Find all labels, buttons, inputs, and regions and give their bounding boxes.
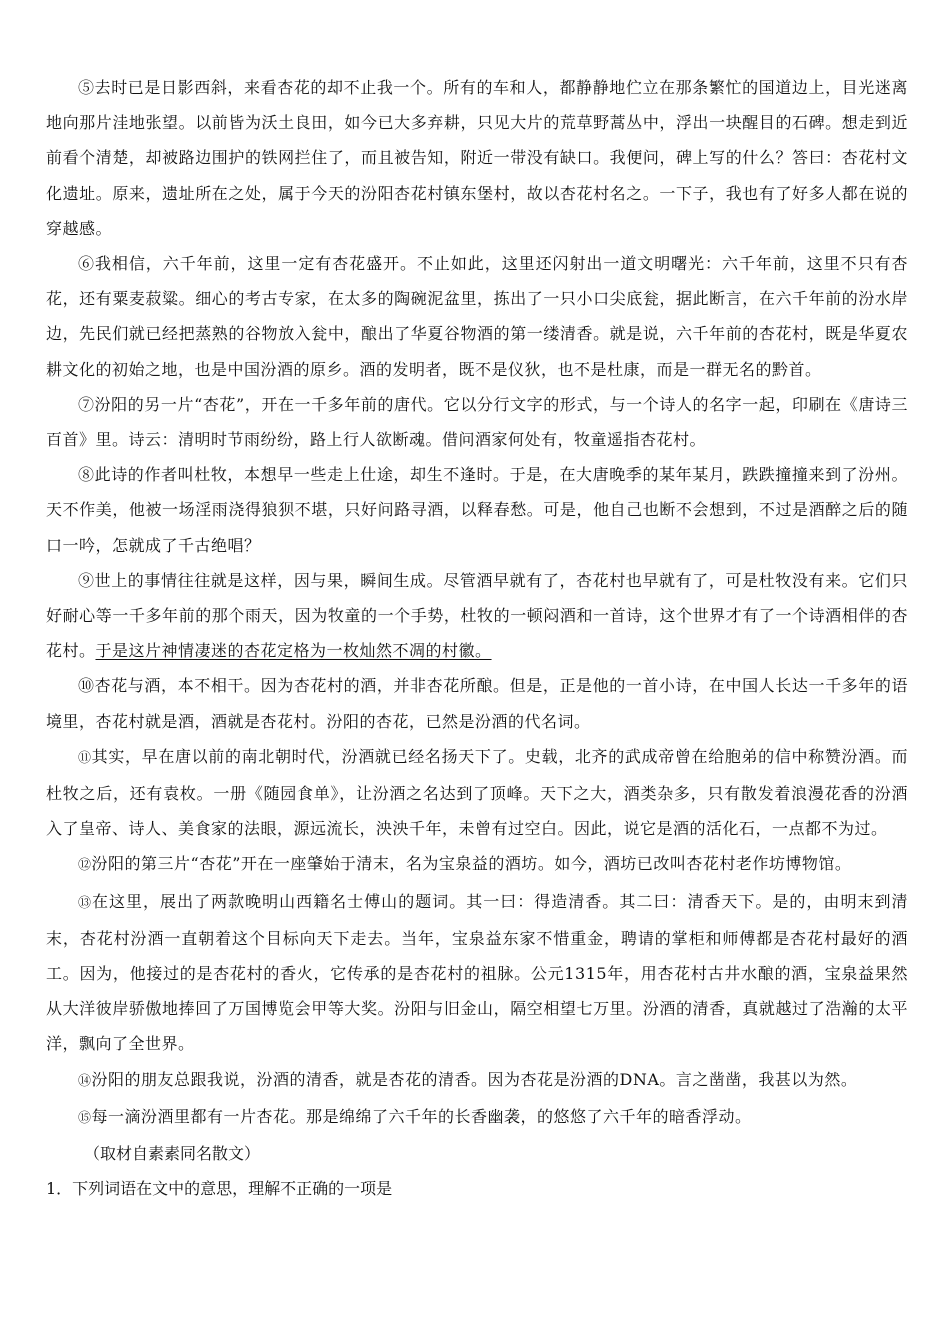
paragraph-number: ⑤ <box>78 78 95 97</box>
paragraph-text: 杏花与酒，本不相干。因为杏花村的酒，并非杏花所酿。但是，正是他的一首小诗，在中国人长达一千多年的语境里，杏花村就是酒，酒就是杏花村。汾阳的杏花，已然是汾酒的代名词。 <box>46 676 908 731</box>
paragraph-12 <box>46 846 908 883</box>
paragraph-number: ⑫ <box>78 858 92 874</box>
paragraph-text: 此诗的作者叫杜牧，本想早一些走上仕途，却生不逢时。于是，在大唐晚季的某年某月，跌跌撞撞来到了汾州。天不作美，他被一场淫雨浇得狼狈不堪，只好问路寻酒，以释春愁。可是，他自己也断不会想到，不过是酒醉之后的随口一吟，怎就成了千古绝唱？ <box>46 465 908 555</box>
paragraph-number: ⑬ <box>78 895 93 911</box>
paragraph-text: 每一滴汾酒里都有一片杏花。那是绵绵了六千年的长香幽袭，的悠悠了六千年的暗香浮动。 <box>91 1106 752 1126</box>
paragraph-text: 其实，早在唐以前的南北朝时代，汾酒就已经名扬天下了。史载，北齐的武成帝曾在给胞弟的信中称赞汾酒。而杜牧之后，还有袁枚。一册《随园食单》，让汾酒之名达到了顶峰。天下之大，酒类杂多，只有散发着浪漫花香的汾酒入了皇帝、诗人、美食家的法眼，源远流长，泱泱千年，未曾有过空白。因此，说它是酒的活化石，一点都不为过。 <box>46 746 908 839</box>
source-attribution: （取材自素素同名散文） <box>84 1144 261 1164</box>
paragraph-11 <box>46 739 908 847</box>
paragraph-text: 世上的事情往往就是这样，因与果，瞬间生成。尽管酒早就有了，杏花村也早就有了，可是杜牧没有来。它们只好耐心等一千多年前的那个雨天，因为牧童的一个手势，杜牧的一顿闷酒和一首诗，这个世界才有了一个诗酒相伴的杏花村。 <box>46 570 908 661</box>
paragraph-number: ⑪ <box>78 750 92 766</box>
paragraph-text: 我相信，六千年前，这里一定有杏花盛开。不止如此，这里还闪射出一道文明曙光：六千年前，这里不只有杏花，还有粟麦菽粱。细心的考古专家，在太多的陶碗泥盆里，拣出了一只小口尖底瓮，据此断言，在六千年前的汾水岸边，先民们就已经把蒸熟的谷物放入瓮中，酿出了华夏谷物酒的第一缕清香。就是说，六千年前的杏花村，既是华夏农耕文化的初始之地，也是中国汾酒的原乡。酒的发明者，既不是仪狄，也不是杜康，而是一群无名的黔首。 <box>46 254 908 379</box>
question-1: 1．下列词语在文中的意思，理解不正确的一项是 <box>46 1179 393 1199</box>
paragraph-text: 汾阳的第三片“杏花”开在一座肇始于清末，名为宝泉益的酒坊。如今，酒坊已改叫杏花村老作坊博物馆。 <box>91 854 852 874</box>
paragraph-number: ⑦ <box>78 394 95 414</box>
paragraph-7 <box>46 387 908 457</box>
paragraph-number: ⑩ <box>78 676 95 696</box>
article-body <box>46 70 908 1207</box>
paragraph-number: ⑮ <box>78 1110 92 1126</box>
paragraph-text: 去时已是日影西斜，来看杏花的却不止我一个。所有的车和人，都静静地伫立在那条繁忙的国道边上，目光迷离地向那片洼地张望。以前皆为沃土良田，如今已大多弃耕，只见大片的荒草野蒿丛中，浮出一块醒目的石碑。想走到近前看个清楚，却被路边围护的铁网拦住了，而且被告知，附近一带没有缺口。我便问，碑上写的什么？答曰：杏花村文化遗址。原来，遗址所在之处，属于今天的汾阳杏花村镇东堡村，故以杏花村名之。一下子，我也有了好多人都在说的穿越感。 <box>46 78 908 238</box>
paragraph-10 <box>46 668 908 738</box>
paragraph-number: ⑧ <box>78 465 95 485</box>
paragraph-text: 汾阳的朋友总跟我说，汾酒的清香，就是杏花的清香。因为杏花是汾酒的DNA。言之凿凿，我甚以为然。 <box>91 1069 858 1089</box>
paragraph-13 <box>46 884 908 1062</box>
paragraph-text: 在这里，展出了两款晚明山西籍名士傅山的题词。其一曰：得造清香。其二曰：清香天下。是的，由明末到清末，杏花村汾酒一直朝着这个目标向天下走去。当年，宝泉益东家不惜重金，聘请的掌柜和师傅都是杏花村最好的酒工。因为，他接过的是杏花村的香火，它传承的是杏花村的祖脉。公元1315年，用杏花村古井水酿的酒，宝泉益果然从大洋彼岸骄傲地捧回了万国博览会甲等大奖。汾阳与旧金山，隔空相望七万里。汾酒的清香，真就越过了浩瀚的太平洋，飘向了全世界。 <box>46 891 908 1054</box>
paragraph-15 <box>46 1099 908 1136</box>
paragraph-text: 汾阳的另一片“杏花”，开在一千多年前的唐代。它以分行文字的形式，与一个诗人的名字一起，印刷在《唐诗三百首》里。诗云：清明时节雨纷纷，路上行人欲断魂。借问酒家何处有，牧童遥指杏花村。 <box>46 394 908 450</box>
paragraph-number: ⑥ <box>78 254 95 274</box>
paragraph-14 <box>46 1062 908 1099</box>
paragraph-number: ⑨ <box>78 570 95 590</box>
paragraph-number: ⑭ <box>78 1073 92 1089</box>
underlined-sentence: 于是这片神情凄迷的杏花定格为一枚灿然不凋的村徽。 <box>95 641 492 661</box>
paragraph-5 <box>46 70 908 246</box>
paragraph-8 <box>46 457 908 563</box>
paragraph-6 <box>46 246 908 387</box>
paragraph-9 <box>46 563 908 669</box>
